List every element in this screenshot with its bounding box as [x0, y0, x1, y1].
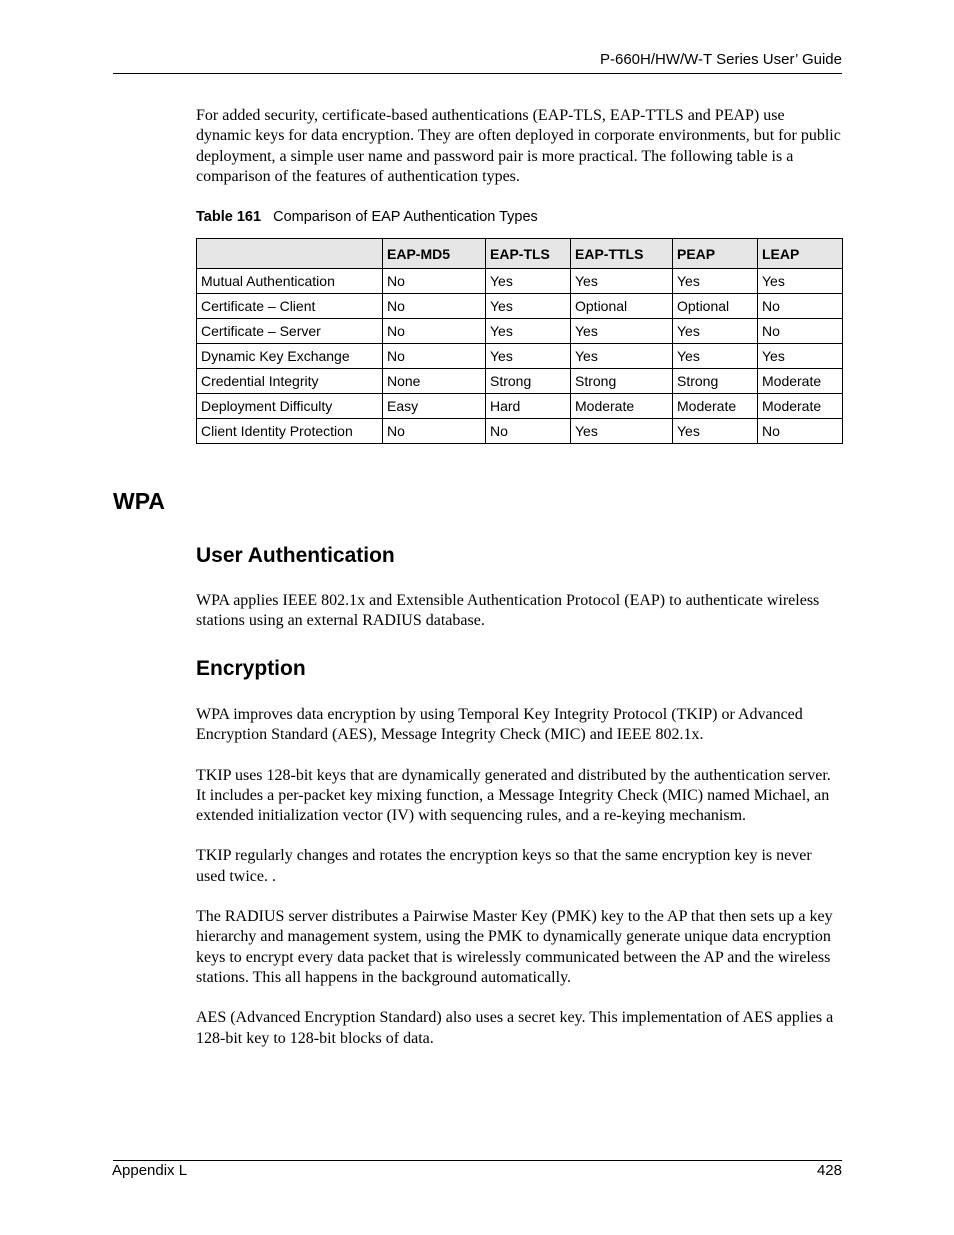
table-cell: Yes: [758, 269, 843, 294]
table-cell: Yes: [571, 319, 673, 344]
table-cell: Yes: [673, 319, 758, 344]
table-cell: Optional: [571, 294, 673, 319]
table-cell: Yes: [673, 419, 758, 444]
comparison-table-wrapper: [196, 238, 843, 444]
table-cell: Strong: [571, 369, 673, 394]
section-heading-wpa: WPA: [113, 488, 165, 514]
table-row: [197, 369, 843, 394]
table-caption-text: Comparison of EAP Authentication Types: [273, 209, 538, 225]
table-cell: Yes: [571, 419, 673, 444]
table-cell: Moderate: [571, 394, 673, 419]
table-cell: No: [383, 419, 486, 444]
table-cell: No: [758, 294, 843, 319]
table-cell: Hard: [486, 394, 571, 419]
table-cell: Moderate: [758, 394, 843, 419]
table-cell: No: [758, 319, 843, 344]
table-row: [197, 419, 843, 444]
table-caption: [196, 208, 538, 226]
table-cell: Yes: [673, 269, 758, 294]
table-cell: No: [758, 419, 843, 444]
subheading-encryption: Encryption: [196, 657, 306, 680]
comparison-table: [196, 238, 843, 444]
table-row: [197, 394, 843, 419]
header-rule: [113, 73, 842, 74]
table-cell: Easy: [383, 394, 486, 419]
table-header-cell: PEAP: [673, 239, 758, 269]
encryption-paragraph: WPA improves data encryption by using Temporal Key Integrity Protocol (TKIP) or Advanced Encryption Standard (AES), Message Integrity Check (MIC) and IEEE 802.1x.: [196, 706, 803, 744]
table-cell: Certificate – Server: [197, 319, 383, 344]
table-cell: Optional: [673, 294, 758, 319]
table-header-cell: EAP-TLS: [486, 239, 571, 269]
table-header-cell: [197, 239, 383, 269]
table-cell: Deployment Difficulty: [197, 394, 383, 419]
table-cell: Yes: [486, 344, 571, 369]
subheading-user-authentication: User Authentication: [196, 544, 395, 567]
table-cell: No: [383, 269, 486, 294]
table-cell: Yes: [758, 344, 843, 369]
table-cell: No: [383, 344, 486, 369]
table-header-cell: EAP-TTLS: [571, 239, 673, 269]
table-cell: Yes: [486, 319, 571, 344]
encryption-paragraph: The RADIUS server distributes a Pairwise Master Key (PMK) key to the AP that then sets up a key hierarchy and management system, using the PMK to dynamically generate unique data encryption keys to encrypt every data packet that is wirelessly communicated between the AP and the wireless stations. This all happens in the background automatically.: [196, 908, 833, 986]
encryption-block: [196, 705, 842, 1049]
table-caption-label: Table 161: [196, 209, 262, 225]
intro-block: [196, 106, 842, 187]
table-cell: Yes: [571, 344, 673, 369]
footer-rule: [113, 1160, 842, 1161]
running-header: P-660H/HW/W-T Series User’ Guide: [599, 51, 842, 68]
table-cell: Yes: [673, 344, 758, 369]
table-header-row: [197, 239, 843, 269]
table-cell: Dynamic Key Exchange: [197, 344, 383, 369]
table-cell: No: [486, 419, 571, 444]
page-number: 428: [816, 1162, 842, 1179]
user-auth-paragraph: WPA applies IEEE 802.1x and Extensible Authentication Protocol (EAP) to authenticate wireless stations using an external RADIUS database.: [196, 592, 820, 630]
footer-section: Appendix L: [112, 1162, 188, 1179]
table-cell: None: [383, 369, 486, 394]
table-cell: Yes: [486, 294, 571, 319]
encryption-paragraph: TKIP uses 128-bit keys that are dynamically generated and distributed by the authentication server. It includes a per-packet key mixing function, a Message Integrity Check (MIC) named Michael, an extended initialization vector (IV) with sequencing rules, and a re-keying mechanism.: [196, 766, 831, 825]
table-row: [197, 344, 843, 369]
table-header-cell: LEAP: [758, 239, 843, 269]
table-row: [197, 319, 843, 344]
table-header-cell: EAP-MD5: [383, 239, 486, 269]
table-cell: Yes: [571, 269, 673, 294]
table-cell: Client Identity Protection: [197, 419, 383, 444]
table-cell: Yes: [486, 269, 571, 294]
encryption-paragraph: AES (Advanced Encryption Standard) also uses a secret key. This implementation of AES applies a 128-bit key to 128-bit blocks of data.: [196, 1009, 834, 1047]
table-cell: No: [383, 294, 486, 319]
intro-paragraph: For added security, certificate-based authentications (EAP-TLS, EAP-TTLS and PEAP) use dynamic keys for data encryption. They are often deployed in corporate environments, but for public deployment, a simple user name and password pair is more practical. The following table is a comparison of the features of authentication types.: [196, 107, 841, 185]
table-cell: Mutual Authentication: [197, 269, 383, 294]
table-cell: Moderate: [673, 394, 758, 419]
encryption-paragraph: TKIP regularly changes and rotates the encryption keys so that the same encryption key is never used twice. .: [196, 847, 812, 885]
table-cell: Certificate – Client: [197, 294, 383, 319]
table-row: [197, 269, 843, 294]
table-cell: No: [383, 319, 486, 344]
table-cell: Credential Integrity: [197, 369, 383, 394]
table-row: [197, 294, 843, 319]
user-auth-block: [196, 591, 842, 632]
table-cell: Strong: [486, 369, 571, 394]
table-cell: Moderate: [758, 369, 843, 394]
table-cell: Strong: [673, 369, 758, 394]
